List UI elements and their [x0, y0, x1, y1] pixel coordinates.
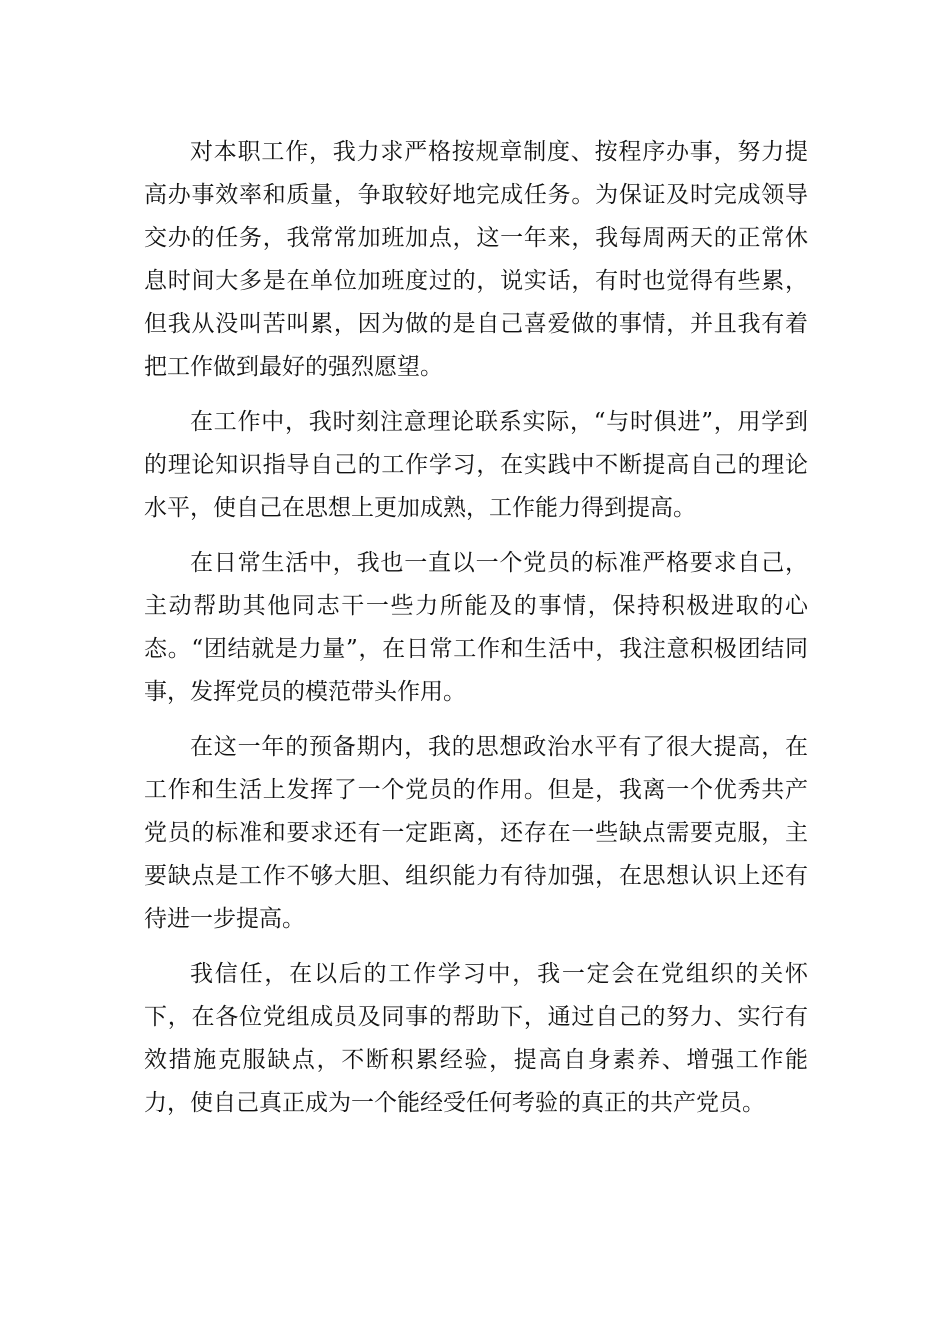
paragraph-daily-life: 在日常生活中，我也一直以一个党员的标准严格要求自己，主动帮助其他同志干一些力所能及的事情，保持积极进取的心态。“团结就是力量”，在日常工作和生活中，我注意积极团结同事，发挥党员的模范带头作用。 — [144, 550, 808, 705]
paragraph-theory-practice: 在工作中，我时刻注意理论联系实际，“与时俱进”，用学到的理论知识指导自己的工作学习，在实践中不断提高自己的理论水平，使自己在思想上更加成熟，工作能力得到提高。 — [144, 409, 808, 521]
paragraph-future-commitment: 我信任，在以后的工作学习中，我一定会在党组织的关怀下，在各位党组成员及同事的帮助下，通过自己的努力、实行有效措施克服缺点，不断积累经验，提高自身素养、增强工作能力，使自己真正成为一个能经受任何考验的真正的共产党员。 — [144, 961, 808, 1116]
paragraph-probation-review: 在这一年的预备期内，我的思想政治水平有了很大提高，在工作和生活上发挥了一个党员的作用。但是，我离一个优秀共产党员的标准和要求还有一定距离，还存在一些缺点需要克服，主要缺点是工作不够大胆、组织能力有待加强，在思想认识上还有待进一步提高。 — [144, 734, 808, 932]
document-body — [144, 131, 808, 1137]
paragraph-work-duty: 对本职工作，我力求严格按规章制度、按程序办事，努力提高办事效率和质量，争取较好地完成任务。为保证及时完成领导交办的任务，我常常加班加点，这一年来，我每周两天的正常休息时间大多是在单位加班度过的，说实话，有时也觉得有些累，但我从没叫苦叫累，因为做的是自己喜爱做的事情，并且我有着把工作做到最好的强烈愿望。 — [144, 139, 808, 380]
